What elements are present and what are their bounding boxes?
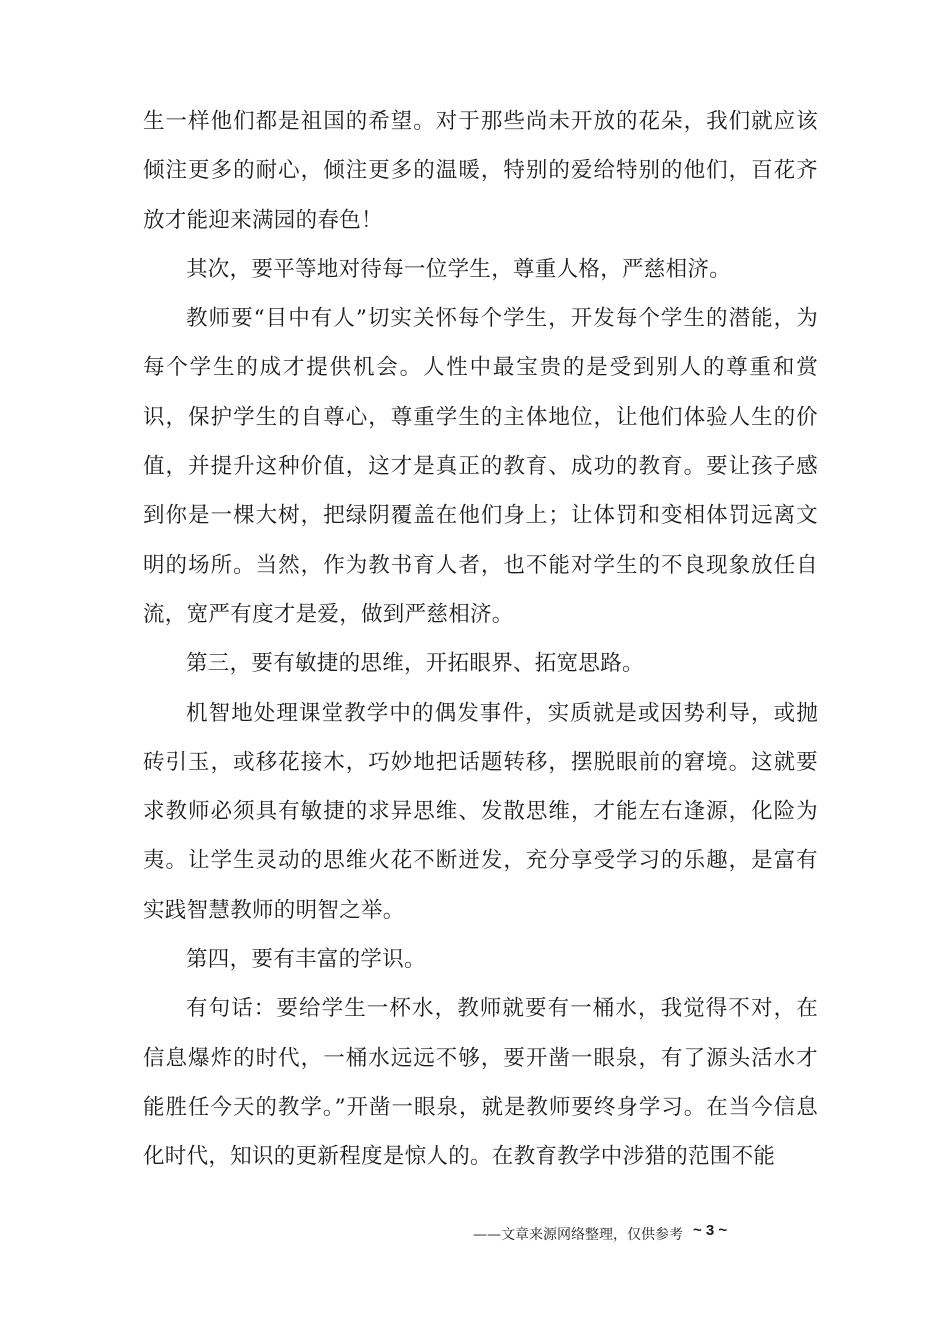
paragraph-1: 生一样他们都是祖国的希望。对于那些尚未开放的花朵，我们就应该倾注更多的耐心，倾注更多的温暖，特别的爱给特别的他们，百花齐放才能迎来满园的春色！ <box>143 109 818 233</box>
paragraph-3: 教师要“目中有人”切实关怀每个学生，开发每个学生的潜能，为每个学生的成才提供机会。人性中最宝贵的是受到别人的尊重和赏识，保护学生的自尊心，尊重学生的主体地位，让他们体验人生的价值，并提升这种价值，这才是真正的教育、成功的教育。要让孩子感到你是一棵大树，把绿阴覆盖在他们身上；让体罚和变相体罚远离文明的场所。当然，作为教书育人者，也不能对学生的不良现象放任自流，宽严有度才是爱，做到严慈相济。 <box>143 306 818 627</box>
page-footer <box>473 1224 727 1244</box>
source-note: ——文章来源网络整理，仅供参考 <box>473 1227 683 1243</box>
paragraph-7: 有句话：要给学生一杯水，教师就要有一桶水，我觉得不对，在信息爆炸的时代，一桶水远远不够，要开凿一眼泉，有了源头活水才能胜任今天的教学。”开凿一眼泉，就是教师要终身学习。在当今信息化时代，知识的更新程度是惊人的。在教育教学中涉猎的范围不能 <box>143 996 818 1170</box>
paragraph-2-heading: 其次，要平等地对待每一位学生，尊重人格，严慈相济。 <box>186 256 732 282</box>
page-number: ~ 3 ~ <box>693 1222 728 1239</box>
paragraph-4-heading: 第三，要有敏捷的思维，开拓眼界、拓宽思路。 <box>186 651 644 677</box>
paragraph-5: 机智地处理课堂教学中的偶发事件，实质就是或因势利导，或抛砖引玉，或移花接木，巧妙地把话题转移，摆脱眼前的窘境。这就要求教师必须具有敏捷的求异思维、发散思维，才能左右逢源，化险为夷。让学生灵动的思维火花不断迸发，充分享受学习的乐趣，是富有实践智慧教师的明智之举。 <box>143 700 818 923</box>
paragraph-6-heading: 第四，要有丰富的学识。 <box>186 947 426 973</box>
body-text <box>143 97 818 1182</box>
